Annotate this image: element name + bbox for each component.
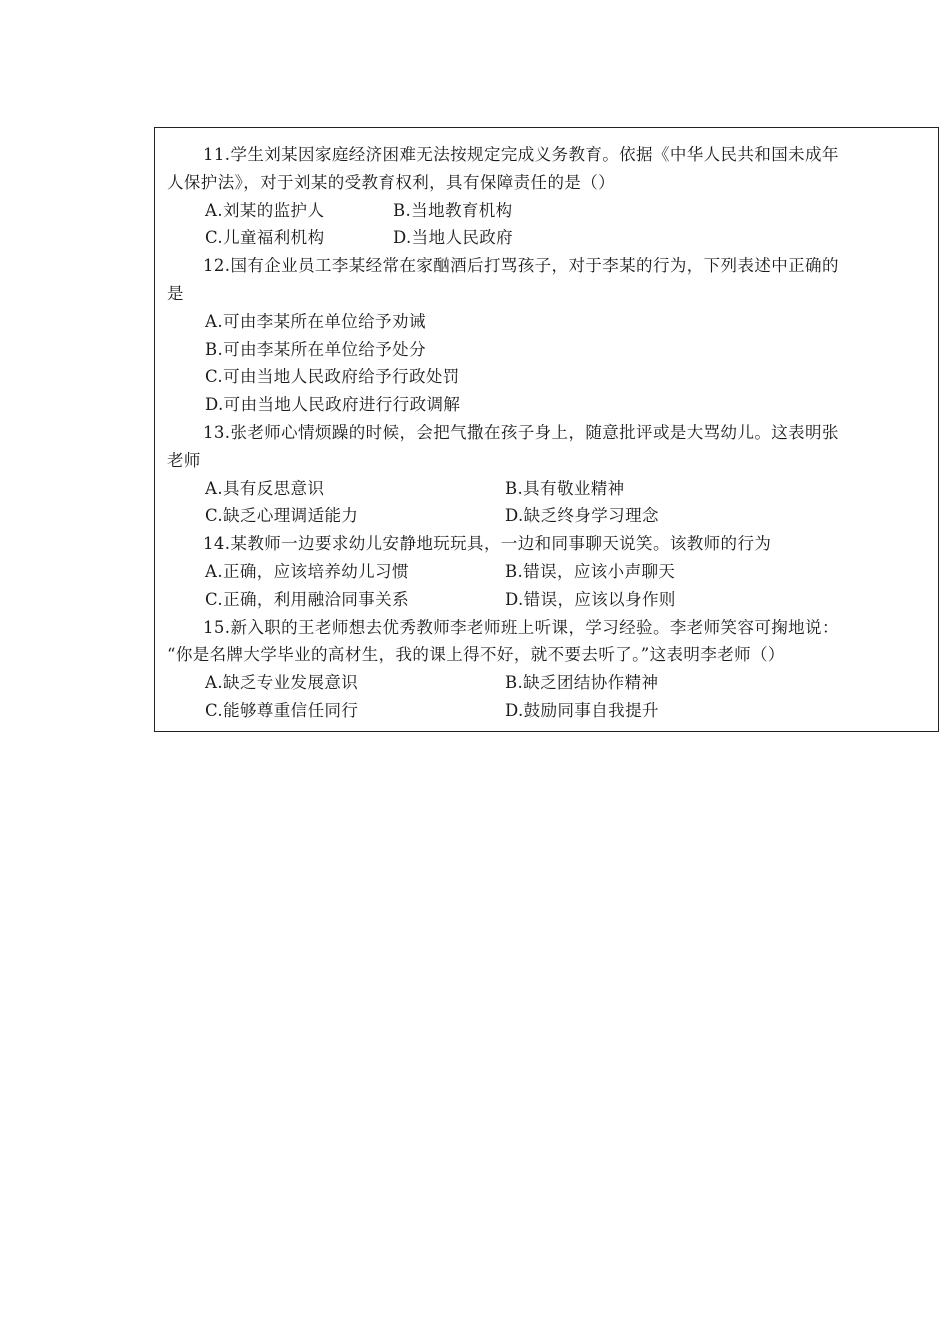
q13-option-c: C.缺乏心理调适能力: [205, 506, 359, 526]
q13-option-b: B.具有敬业精神: [505, 478, 625, 498]
q15-option-b: B.缺乏团结协作精神: [505, 673, 659, 693]
q11-option-d: D.当地人民政府: [393, 228, 514, 248]
q15-options-row-1: [167, 669, 928, 697]
q13-options-row-2: [167, 502, 928, 530]
q12-option-d: D.可由当地人民政府进行行政调解: [205, 395, 461, 415]
q14-stem-line-1: 14.某教师一边要求幼儿安静地玩玩具，一边和同事聊天说笑。该教师的行为: [203, 534, 772, 554]
q11-stem-line-2: 人保护法》，对于刘某的受教育权利，具有保障责任的是（）: [167, 172, 616, 192]
q14-option-c: C.正确，利用融洽同事关系: [205, 589, 409, 609]
q14-option-d: D.错误，应该以身作则: [505, 589, 676, 609]
q15-stem-line-1: 15.新入职的王老师想去优秀教师李老师班上听课，学习经验。李老师笑容可掬地说：: [203, 617, 839, 637]
q13-option-d: D.缺乏终身学习理念: [505, 506, 659, 526]
question-box: [154, 127, 939, 732]
q14-options-row-2: [167, 586, 928, 614]
q15-options-row-2: [167, 697, 928, 725]
q12-stem-line-2: 是: [167, 283, 184, 303]
q14-option-b: B.错误，应该小声聊天: [505, 561, 676, 581]
q13-option-a: A.具有反思意识: [205, 478, 325, 498]
q12-option-b: B.可由李某所在单位给予处分: [205, 339, 426, 359]
q15-option-d: D.鼓励同事自我提升: [505, 700, 659, 720]
q12-stem-line-1: 12.国有企业员工李某经常在家酗酒后打骂孩子，对于李某的行为，下列表述中正确的: [203, 256, 839, 276]
q15-option-c: C.能够尊重信任同行: [205, 700, 359, 720]
q11-option-c: C.儿童福利机构: [205, 228, 325, 248]
q14-option-a: A.正确，应该培养幼儿习惯: [205, 561, 409, 581]
q12-option-c: C.可由当地人民政府给予行政处罚: [205, 367, 460, 387]
q14-options-row-1: [167, 558, 928, 586]
q13-options-row-1: [167, 475, 928, 503]
q13-stem-line-2: 老师: [167, 450, 201, 470]
q11-stem-line-1: 11.学生刘某因家庭经济困难无法按规定完成义务教育。依据《中华人民共和国未成年: [203, 145, 839, 164]
q11-options-row-2: [167, 224, 928, 252]
q12-option-a: A.可由李某所在单位给予劝诫: [205, 311, 426, 331]
q11-option-a: A.刘某的监护人: [205, 200, 325, 220]
q15-option-a: A.缺乏专业发展意识: [205, 673, 359, 693]
q13-stem-line-1: 13.张老师心情烦躁的时候，会把气撒在孩子身上，随意批评或是大骂幼儿。这表明张: [203, 422, 839, 442]
q11-option-b: B.当地教育机构: [393, 200, 513, 220]
q11-options-row-1: [167, 197, 928, 225]
q15-stem-line-2: “你是名牌大学毕业的高材生，我的课上得不好，就不要去听了。”这表明李老师（）: [167, 645, 785, 665]
